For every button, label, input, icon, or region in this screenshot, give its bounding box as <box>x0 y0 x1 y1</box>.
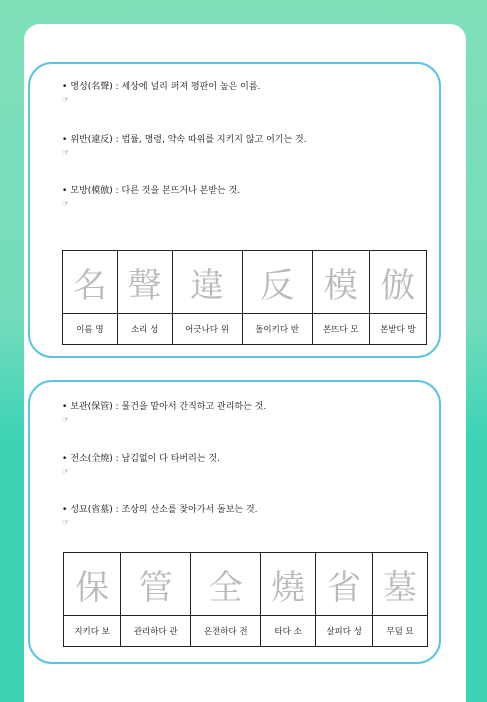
hanja-table <box>63 552 428 647</box>
hanja-tracing-cell[interactable]: 聲 <box>117 251 172 314</box>
hanja-tracing-cell[interactable]: 模 <box>312 251 369 314</box>
pointing-hand-icon: ☞ <box>62 518 70 527</box>
definition-line: • 모방(模倣) : 다른 것을 본뜨거나 본받는 것. <box>62 186 241 196</box>
term: 보관(保管) <box>70 402 113 412</box>
hanja-meaning: 본받다 방 <box>369 314 426 345</box>
definition: 세상에 널리 퍼져 평판이 높은 이름. <box>121 82 261 92</box>
hanja-meaning: 무덤 묘 <box>373 616 428 647</box>
hanja-meaning: 관리하다 관 <box>121 616 191 647</box>
hanja-meaning: 어긋나다 위 <box>172 314 242 345</box>
hanja-meaning: 본뜨다 모 <box>312 314 369 345</box>
hanja-meaning: 이름 명 <box>63 314 118 345</box>
hanja-tracing-cell[interactable]: 反 <box>242 251 312 314</box>
hanja-meaning: 살피다 성 <box>316 616 373 647</box>
vocab-entry <box>62 185 432 208</box>
term: 모방(模倣) <box>70 186 113 196</box>
hanja-table <box>62 250 427 345</box>
hanja-tracing-cell[interactable]: 管 <box>121 553 191 616</box>
pointing-hand-icon: ☞ <box>62 415 70 424</box>
hanja-tracing-cell[interactable]: 全 <box>191 553 261 616</box>
definition: 물건을 맡아서 간직하고 관리하는 것. <box>121 402 267 412</box>
pointing-hand-icon: ☞ <box>62 148 70 157</box>
hanja-meaning: 지키다 보 <box>64 616 121 647</box>
definition-line: • 성묘(省墓) : 조상의 산소를 찾아가서 돌보는 것. <box>62 505 258 515</box>
vocab-entry <box>62 134 432 157</box>
hanja-tracing-cell[interactable]: 燒 <box>261 553 316 616</box>
definition: 다른 것을 본뜨거나 본받는 것. <box>121 186 241 196</box>
hanja-meaning: 소리 성 <box>117 314 172 345</box>
definition: 남김없이 다 타버리는 것. <box>121 454 220 464</box>
definition: 조상의 산소를 찾아가서 돌보는 것. <box>121 505 258 515</box>
definition-line: • 명성(名聲) : 세상에 널리 퍼져 평판이 높은 이름. <box>62 82 261 92</box>
hanja-meaning: 타다 소 <box>261 616 316 647</box>
definition-line: • 전소(全燒) : 남김없이 다 타버리는 것. <box>62 454 220 464</box>
definition-line: • 보관(保管) : 물건을 맡아서 간직하고 관리하는 것. <box>62 402 267 412</box>
vocab-entry <box>62 453 432 476</box>
term: 성묘(省墓) <box>70 505 113 515</box>
hanja-tracing-cell[interactable]: 墓 <box>373 553 428 616</box>
pointing-hand-icon: ☞ <box>62 467 70 476</box>
term: 전소(全燒) <box>70 454 113 464</box>
hanja-tracing-cell[interactable]: 名 <box>63 251 118 314</box>
hanja-meaning: 돌이키다 반 <box>242 314 312 345</box>
vocab-entry <box>62 504 432 527</box>
definition: 법률, 명령, 약속 따위를 지키지 않고 어기는 것. <box>121 135 307 145</box>
term: 명성(名聲) <box>70 82 113 92</box>
pointing-hand-icon: ☞ <box>62 95 70 104</box>
pointing-hand-icon: ☞ <box>62 199 70 208</box>
hanja-tracing-cell[interactable]: 倣 <box>369 251 426 314</box>
definition-line: • 위반(違反) : 법률, 명령, 약속 따위를 지키지 않고 어기는 것. <box>62 135 307 145</box>
hanja-tracing-cell[interactable]: 省 <box>316 553 373 616</box>
vocab-entry <box>62 401 432 424</box>
hanja-tracing-cell[interactable]: 違 <box>172 251 242 314</box>
term: 위반(違反) <box>70 135 113 145</box>
hanja-meaning: 온전하다 전 <box>191 616 261 647</box>
vocab-entry <box>62 81 432 104</box>
hanja-tracing-cell[interactable]: 保 <box>64 553 121 616</box>
